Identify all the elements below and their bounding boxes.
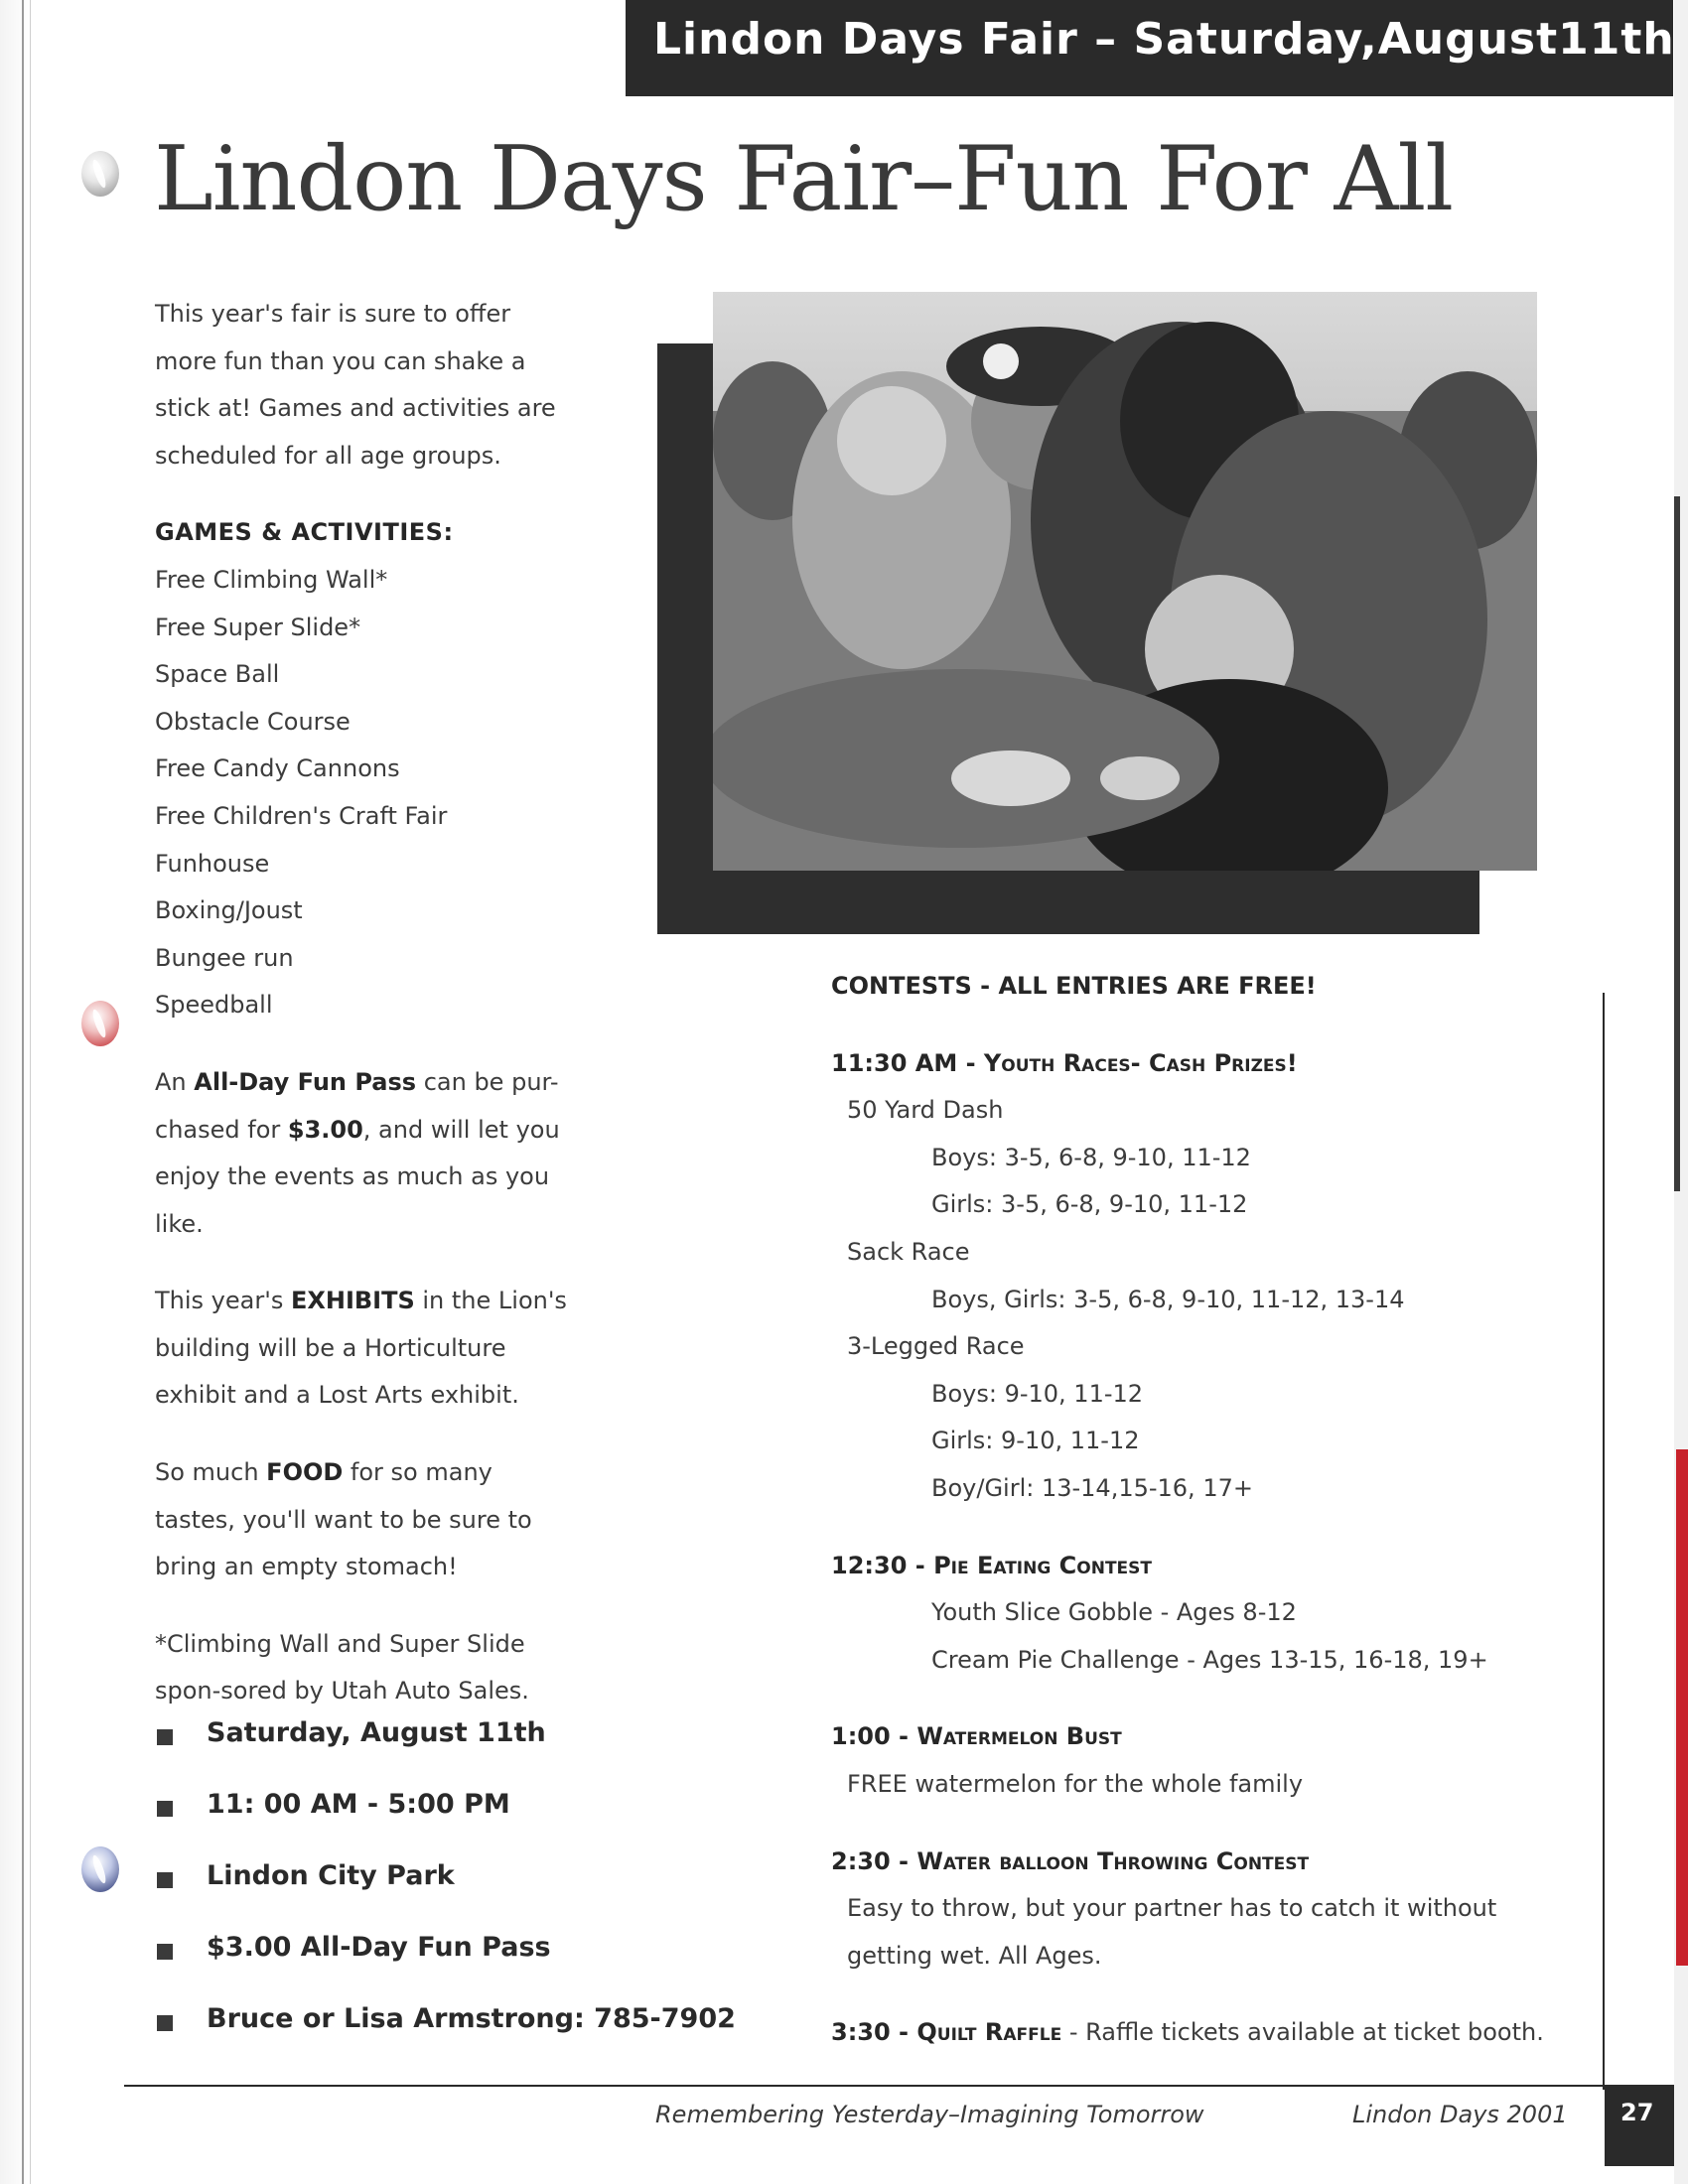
games-item: Free Climbing Wall* bbox=[155, 565, 388, 594]
games-item: Bungee run bbox=[155, 943, 294, 972]
contest-line: 50 Yard Dash bbox=[847, 1096, 1004, 1125]
contest-line: Youth Slice Gobble - Ages 8-12 bbox=[931, 1598, 1297, 1627]
fun-pass-label: All-Day Fun Pass bbox=[194, 1067, 417, 1096]
contest-line: getting wet. All Ages. bbox=[847, 1941, 1102, 1970]
youth-races-heading: 11:30 AM - Youth Races- Cash Prizes! bbox=[831, 1048, 1298, 1077]
page-title: Lindon Days Fair–Fun For All bbox=[154, 127, 1454, 231]
page-binding-edge bbox=[0, 0, 31, 2184]
water-balloon-heading: 2:30 - Water balloon Throwing Contest bbox=[831, 1846, 1310, 1875]
quilt-raffle-line: 3:30 - Quilt Raffle - Raffle tickets available at ticket booth. bbox=[831, 2018, 1544, 2047]
exhibits-text: This year's EXHIBITS in the Lion's building will be a Horticulture exhibit and a Lost Arts exhibit. bbox=[155, 1287, 567, 1410]
red-orb-icon bbox=[81, 1001, 119, 1046]
contest-line: Cream Pie Challenge - Ages 13-15, 16-18, 19+ bbox=[931, 1645, 1488, 1674]
pie-contest-heading: 12:30 - Pie Eating Contest bbox=[831, 1551, 1152, 1579]
contest-line: Boy/Girl: 13-14,15-16, 17+ bbox=[931, 1473, 1253, 1502]
contest-line: Sack Race bbox=[847, 1237, 970, 1266]
edge-dark-strip bbox=[1674, 496, 1680, 1191]
games-item: Funhouse bbox=[155, 849, 270, 878]
right-rule bbox=[1603, 993, 1605, 2090]
games-item: Boxing/Joust bbox=[155, 896, 303, 925]
header-title: Lindon Days Fair – Saturday,August11th bbox=[653, 14, 1675, 65]
sponsor-footnote: *Climbing Wall and Super Slide spon-sored by Utah Auto Sales. bbox=[155, 1629, 529, 1706]
footer-rule bbox=[124, 2085, 1604, 2087]
left-column bbox=[155, 291, 622, 1715]
games-item: Space Ball bbox=[155, 660, 280, 689]
watermelon-heading: 1:00 - Watermelon Bust bbox=[831, 1722, 1122, 1751]
contest-line: Boys: 3-5, 6-8, 9-10, 11-12 bbox=[931, 1143, 1251, 1171]
contest-line: Girls: 3-5, 6-8, 9-10, 11-12 bbox=[931, 1190, 1248, 1219]
contest-line: Easy to throw, but your partner has to catch it without bbox=[847, 1894, 1497, 1923]
food-label: FOOD bbox=[266, 1458, 344, 1487]
contests-heading: CONTESTS - ALL ENTRIES ARE FREE! bbox=[831, 972, 1317, 1000]
edge-red-strip bbox=[1676, 1449, 1688, 1966]
header-bar bbox=[626, 0, 1673, 96]
games-heading: GAMES & ACTIVITIES: bbox=[155, 518, 454, 547]
contest-line: Girls: 9-10, 11-12 bbox=[931, 1427, 1140, 1455]
contests-column bbox=[831, 963, 1586, 2057]
games-item: Obstacle Course bbox=[155, 707, 351, 736]
intro-text: This year's fair is sure to offer more fun than you can shake a stick at! Games and activities are scheduled for all age groups. bbox=[155, 300, 556, 470]
footer-tagline: Remembering Yesterday–Imagining Tomorrow bbox=[655, 2101, 1204, 2128]
contest-line: 3-Legged Race bbox=[847, 1332, 1025, 1361]
games-item: Speedball bbox=[155, 991, 273, 1020]
fun-pass-text: An All-Day Fun Pass can be pur-chased for $3.00, and will let you enjoy the events as much as you like. bbox=[155, 1067, 560, 1238]
games-item: Free Children's Craft Fair bbox=[155, 801, 448, 830]
games-item: Free Super Slide* bbox=[155, 613, 361, 641]
page-number-box bbox=[1605, 2085, 1674, 2166]
food-text: So much FOOD for so many tastes, you'll want to be sure to bring an empty stomach! bbox=[155, 1458, 532, 1581]
square-bullet-icon bbox=[157, 1801, 173, 1817]
fun-pass-price: $3.00 bbox=[287, 1115, 363, 1144]
square-bullet-icon bbox=[157, 1872, 173, 1888]
square-bullet-icon bbox=[157, 1729, 173, 1745]
contest-line: FREE watermelon for the whole family bbox=[847, 1769, 1304, 1798]
page-right-edge bbox=[1674, 0, 1688, 2184]
contest-line: Boys: 9-10, 11-12 bbox=[931, 1379, 1144, 1408]
footer-edition: Lindon Days 2001 bbox=[1352, 2101, 1568, 2128]
exhibits-label: EXHIBITS bbox=[290, 1287, 415, 1315]
contest-line: Boys, Girls: 3-5, 6-8, 9-10, 11-12, 13-14 bbox=[931, 1285, 1405, 1313]
binding-line bbox=[22, 0, 24, 2184]
blue-orb-icon bbox=[81, 1846, 119, 1892]
square-bullet-icon bbox=[157, 1944, 173, 1960]
family-photo bbox=[713, 292, 1537, 871]
square-bullet-icon bbox=[157, 2015, 173, 2031]
page-number: 27 bbox=[1620, 2099, 1654, 2126]
family-photo-image bbox=[713, 292, 1537, 871]
games-item: Free Candy Cannons bbox=[155, 754, 400, 783]
gray-orb-icon bbox=[81, 151, 119, 197]
